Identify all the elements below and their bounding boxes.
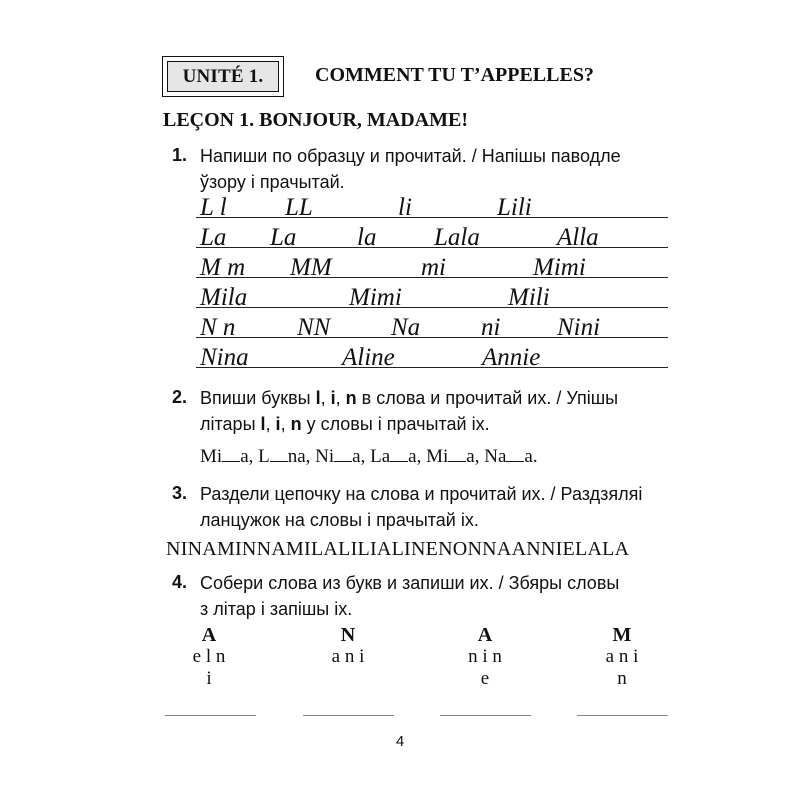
exercise-4-instruction-line1: Собери слова из букв и запиши их. / Збяры словы	[200, 573, 620, 593]
exercise-1-number: 1.	[172, 145, 188, 165]
handwriting-word: NN	[297, 314, 331, 341]
writing-line	[196, 217, 668, 218]
answer-line[interactable]	[303, 715, 394, 716]
letter-group-row: a n i	[605, 646, 639, 667]
handwriting-word: la	[357, 224, 377, 251]
answer-line[interactable]	[440, 715, 531, 716]
writing-line	[196, 307, 668, 308]
letter-group-row: e	[480, 668, 490, 689]
fill-in-words: Mi a, L na, Ni a, La a, Mi a, Na a.	[200, 446, 538, 467]
handwriting-word: Annie	[482, 344, 541, 371]
handwriting-word: Nina	[200, 344, 249, 371]
handwriting-word: mi	[421, 254, 446, 281]
blank[interactable]	[270, 447, 288, 462]
letter-group-row: i	[206, 668, 212, 689]
blank[interactable]	[506, 447, 524, 462]
exercise-2-instruction-line1: Впиши буквы l, i, n в слова и прочитай их. / Упішы	[200, 388, 619, 408]
letter-chain: NINAMINNAMILALILIALINENONNAANNIELALA	[166, 538, 630, 560]
unit-title: COMMENT TU T’APPELLES?	[315, 64, 594, 86]
lesson-title: LEÇON 1. BONJOUR, MADAME!	[163, 109, 468, 131]
letter-group-row: n i n	[468, 646, 502, 667]
handwriting-word: ni	[481, 314, 501, 341]
exercise-4-number: 4.	[172, 572, 188, 592]
letter-group-head: A	[477, 624, 493, 646]
letter-group	[159, 624, 259, 690]
letter-group-head: M	[612, 624, 632, 646]
handwriting-word: L l	[200, 194, 227, 221]
letter-group-head: A	[201, 624, 217, 646]
unit-label: UNITÉ 1.	[167, 61, 279, 92]
handwriting-word: Mimi	[349, 284, 402, 311]
blank[interactable]	[390, 447, 408, 462]
handwriting-word: Lili	[497, 194, 532, 221]
handwriting-word: Mila	[200, 284, 248, 311]
handwriting-word: N n	[200, 314, 236, 341]
fill-word: La a	[370, 446, 417, 467]
fill-word: Mi a	[200, 446, 249, 467]
fill-word: Mi a	[426, 446, 475, 467]
handwriting-word: La	[270, 224, 297, 251]
handwriting-word: Mimi	[533, 254, 586, 281]
exercise-1-instruction-line1: Напиши по образцу и прочитай. / Напішы паводле	[200, 146, 621, 166]
handwriting-word: Na	[391, 314, 421, 341]
letter-group-head: N	[340, 624, 356, 646]
exercise-3-instruction-line2: ланцужок на словы і прачытай іх.	[200, 510, 479, 530]
handwriting-word: Alla	[557, 224, 599, 251]
unit-label-box	[162, 56, 284, 97]
handwriting-word: LL	[285, 194, 313, 221]
handwriting-word: Nini	[557, 314, 601, 341]
writing-line	[196, 367, 668, 368]
blank[interactable]	[222, 447, 240, 462]
handwriting-word: Lala	[434, 224, 480, 251]
exercise-2-number: 2.	[172, 387, 188, 407]
handwriting-word: La	[200, 224, 227, 251]
letter-group-row: a n i	[331, 646, 365, 667]
handwriting-word: li	[398, 194, 412, 221]
letter-group	[298, 624, 398, 668]
exercise-3-instruction-line1: Раздели цепочку на слова и прочитай их. / Раздзяляі	[200, 484, 643, 504]
blank[interactable]	[448, 447, 466, 462]
letter-group	[572, 624, 672, 690]
exercise-3-number: 3.	[172, 483, 188, 503]
handwriting-word: Mili	[508, 284, 550, 311]
exercise-2-instruction-line2: літары l, i, n у словы і прачытай іх.	[200, 414, 490, 434]
letter-group	[435, 624, 535, 690]
answer-line[interactable]	[165, 715, 256, 716]
answer-line[interactable]	[577, 715, 668, 716]
letter-group-row: n	[617, 668, 627, 689]
blank[interactable]	[334, 447, 352, 462]
exercise-1-instruction-line2: ўзору і прачытай.	[200, 172, 345, 192]
handwriting-word: Aline	[342, 344, 395, 371]
handwriting-word: MM	[290, 254, 332, 281]
fill-word: Na a	[484, 446, 533, 467]
handwriting-word: M m	[200, 254, 246, 281]
fill-word: Ni a	[315, 446, 361, 467]
page-number: 4	[395, 733, 405, 750]
exercise-4-instruction-line2: з літар і запішы іх.	[200, 599, 353, 619]
letter-group-row: e l n	[192, 646, 226, 667]
fill-word: L na	[258, 446, 306, 467]
